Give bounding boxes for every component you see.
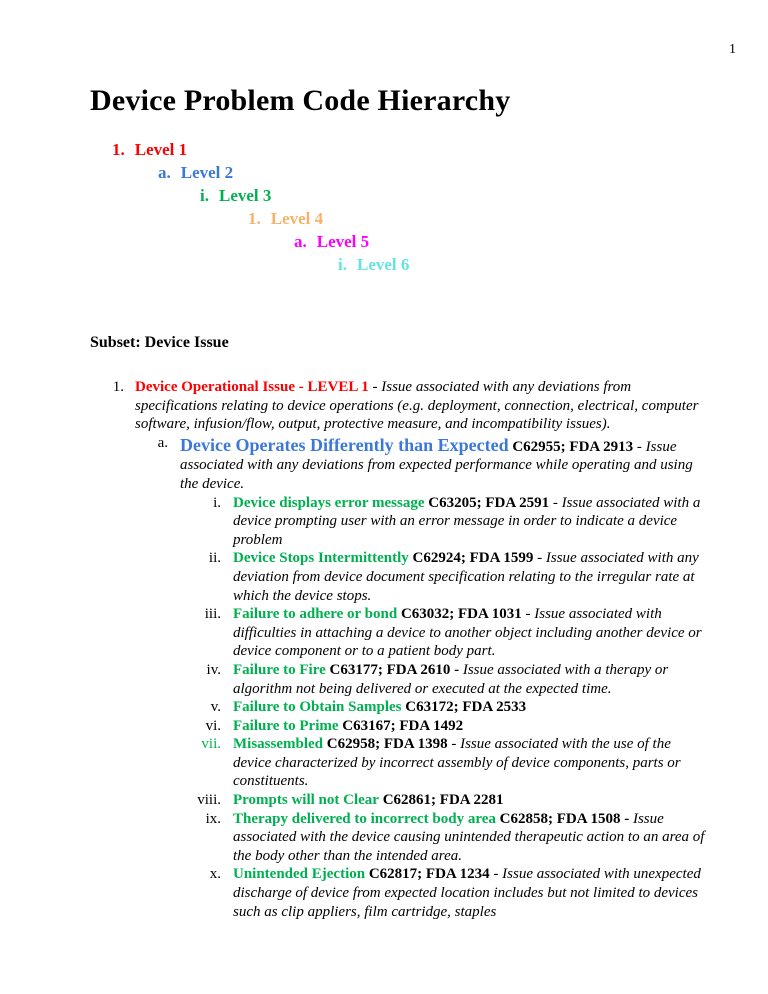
hierarchy-marker: 1. [248, 209, 261, 228]
list-item [90, 865, 708, 921]
hierarchy-level-2 [158, 161, 708, 184]
document-title: Device Problem Code Hierarchy [90, 84, 511, 117]
item-code: C62924; FDA 1599 [412, 550, 534, 567]
list-item [90, 810, 708, 866]
item-description: - Issue associated with difficulties in attaching a device to another object including another device or device component or to a patient body part. [233, 606, 702, 660]
list-marker: i. [213, 494, 221, 511]
item-code: C63172; FDA 2533 [405, 699, 527, 716]
hierarchy-level-6 [338, 253, 708, 276]
outline-list [90, 378, 708, 921]
hierarchy-label: Level 3 [218, 186, 272, 205]
item-title: Unintended Ejection [233, 866, 366, 883]
item-description: - Issue associated with any deviations from expected performance while operating and using the device. [180, 438, 693, 492]
list-item-level2 [90, 434, 708, 494]
item-code: C63032; FDA 1031 [400, 606, 522, 623]
list-item-level1 [90, 378, 708, 434]
item-code: C62861; FDA 2281 [382, 792, 504, 809]
item-code: C63205; FDA 2591 [428, 494, 550, 511]
item-description: - Issue associated with the use of the device characterized by incorrect assembly of device components, parts or constituents. [233, 736, 681, 790]
list-marker: iii. [204, 606, 221, 623]
list-item [90, 698, 708, 717]
item-title: Device Stops Intermittently [233, 550, 409, 567]
item-description: Issue associated with the device causing unintended therapeutic action to an area of the body other than the intended area. [233, 810, 705, 864]
list-marker: iv. [206, 661, 221, 678]
item-code: C62955; FDA 2913 [512, 438, 634, 455]
list-marker: vii. [201, 736, 221, 753]
hierarchy-marker: i. [338, 255, 347, 274]
item-title: Misassembled [233, 736, 323, 753]
hierarchy-label: Level 6 [356, 255, 410, 274]
item-title: Failure to Obtain Samples [233, 699, 402, 716]
hierarchy-level-3 [200, 184, 708, 207]
item-title: Failure to adhere or bond [233, 606, 398, 623]
list-item [90, 717, 708, 736]
item-description: - Issue associated with a device prompting user with an error message in order to indicate a device problem [233, 494, 701, 548]
list-marker: v. [210, 699, 221, 716]
item-description: - Issue associated with unexpected discharge of device from expected location includes but not limited to devices such as clip appliers, film cartridge, staples [233, 866, 701, 920]
list-item [90, 791, 708, 810]
hierarchy-marker: a. [158, 163, 171, 182]
hierarchy-marker: 1. [112, 140, 125, 159]
hierarchy-level-5 [294, 230, 708, 253]
hierarchy-marker: a. [294, 232, 307, 251]
list-marker: viii. [197, 792, 221, 809]
item-description: Issue associated with a therapy or algorithm not being delivered or executed at the expected time. [233, 661, 669, 697]
item-description: - Issue associated with any deviation from device document specification relating to the irregular rate at which the device stops. [233, 550, 699, 604]
list-marker: 1. [112, 379, 124, 395]
list-item [90, 494, 708, 550]
list-marker: x. [209, 866, 221, 883]
hierarchy-label: Level 2 [180, 163, 234, 182]
item-title: Therapy delivered to incorrect body area [233, 810, 496, 827]
hierarchy-label: Level 1 [134, 140, 188, 159]
list-item [90, 605, 708, 661]
hierarchy-demo [90, 138, 708, 276]
item-title: Failure to Prime [233, 717, 339, 734]
list-item [90, 549, 708, 605]
list-marker: ix. [205, 810, 221, 827]
subset-heading: Subset: Device Issue [90, 334, 229, 351]
hierarchy-level-4 [248, 207, 708, 230]
item-code: C63177; FDA 2610 - [329, 661, 460, 678]
list-item [90, 735, 708, 791]
hierarchy-marker: i. [200, 186, 209, 205]
item-title: Device Operational Issue - LEVEL 1 [135, 379, 369, 395]
list-marker: ii. [208, 550, 221, 567]
list-marker: a. [157, 434, 168, 451]
item-code: C62817; FDA 1234 [368, 866, 490, 883]
item-title: Prompts will not Clear [233, 792, 379, 809]
page-number: 1 [729, 42, 736, 57]
item-code: C62858; FDA 1508 - [499, 810, 630, 827]
hierarchy-label: Level 5 [316, 232, 370, 251]
item-code: C62958; FDA 1398 [326, 736, 448, 753]
list-marker: vi. [205, 717, 221, 734]
list-item [90, 661, 708, 698]
item-description: - Issue associated with any deviations from specifications relating to device operations (e.g. deployment, connection, electrical, computer software, infusion/flow, output, protective measure, and incompatibility issues). [135, 379, 699, 433]
item-code: C63167; FDA 1492 [342, 717, 464, 734]
item-title: Device Operates Differently than Expected [180, 434, 509, 455]
item-title: Device displays error message [233, 494, 425, 511]
hierarchy-label: Level 4 [270, 209, 324, 228]
item-title: Failure to Fire [233, 661, 326, 678]
hierarchy-level-1 [112, 138, 708, 161]
